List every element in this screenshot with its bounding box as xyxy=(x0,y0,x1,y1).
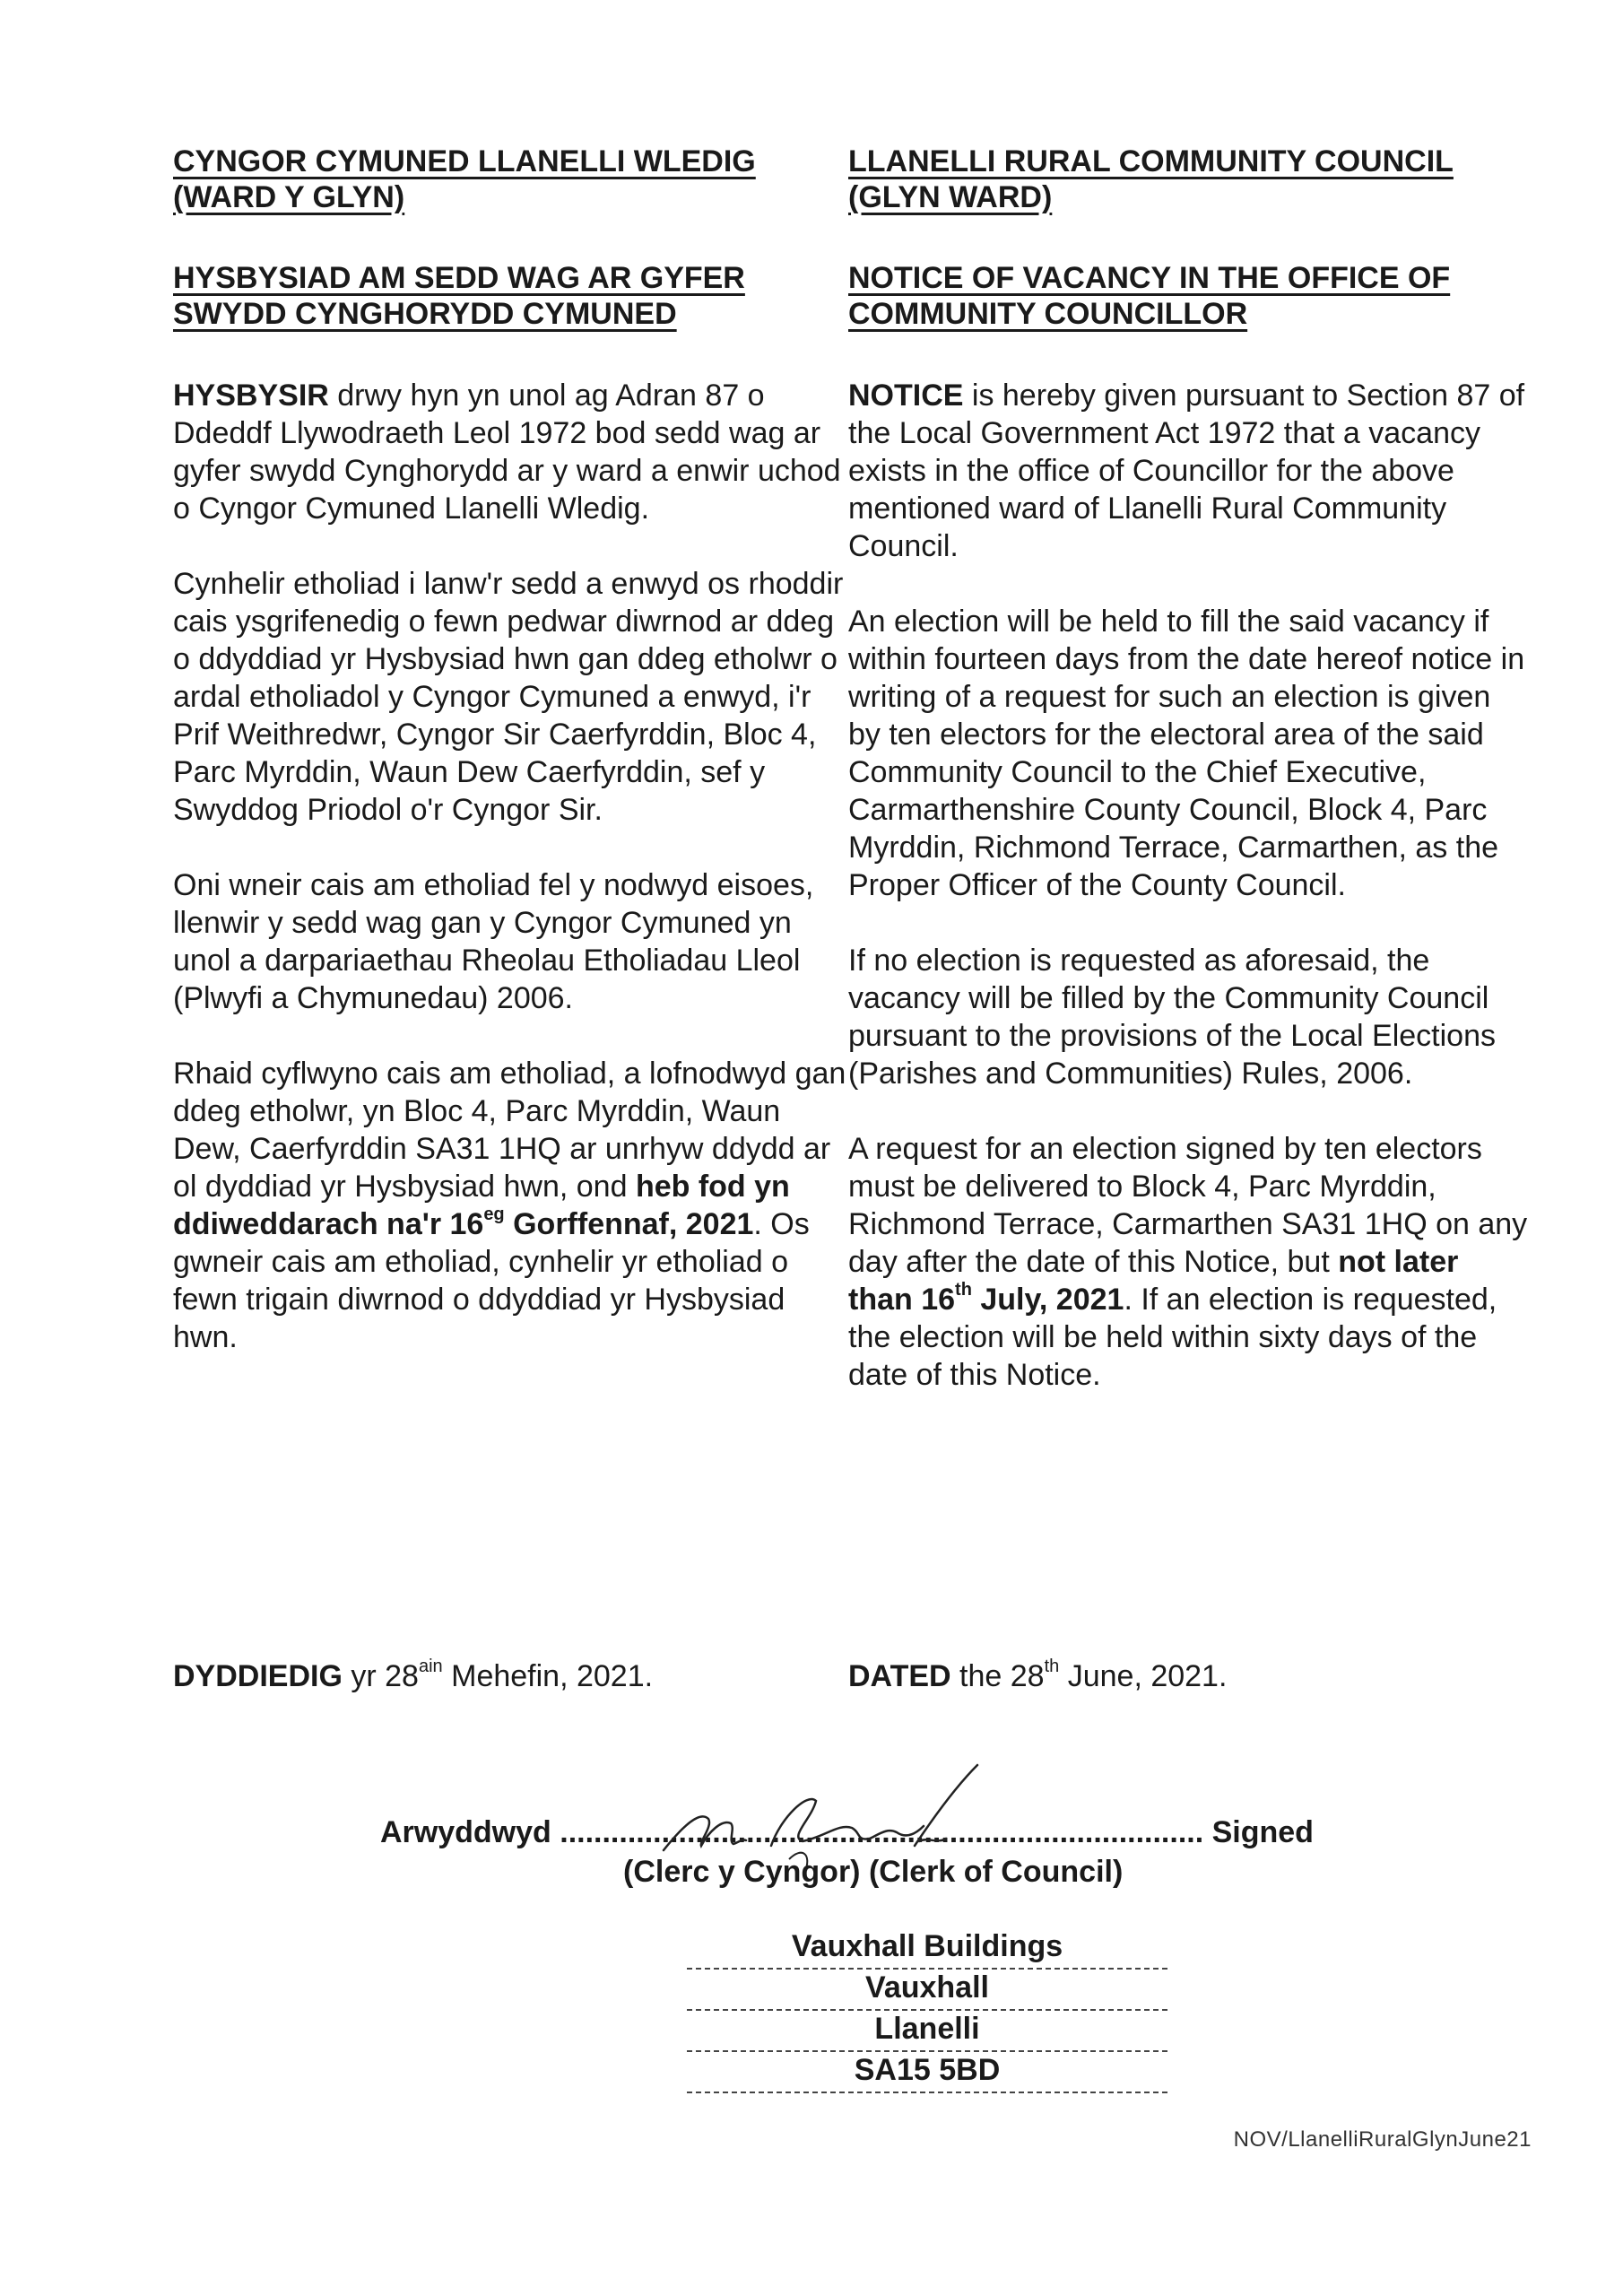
welsh-paragraph-3: Oni wneir cais am etholiad fel y nodwyd eisoes, llenwir y sedd wag gan y Cyngor Cymuned yn unol a darpariaethau Rheolau Etholiadau Lleol (Plwyfi a Chymunedau) 2006. xyxy=(173,868,814,1015)
english-council-heading: LLANELLI RURAL COMMUNITY COUNCIL (GLYN WARD) xyxy=(848,144,1454,214)
english-paragraph-4: A request for an election signed by ten electors must be delivered to Block 4, Parc Myrddin, Richmond Terrace, Carmarthen SA31 1HQ on any day after the date of this Notice, but not later than 16th July, 2021. If an election is requested, the election will be held within sixty days of the date of this Notice. xyxy=(848,1132,1528,1392)
english-column xyxy=(848,144,1530,1394)
english-paragraph-1: NOTICE is hereby given pursuant to Section 87 of the Local Government Act 1972 that a vacancy exists in the office of Councillor for the above mentioned ward of Llanelli Rural Community Council. xyxy=(848,378,1525,563)
welsh-notice-heading: HYSBYSIAD AM SEDD WAG AR GYFER SWYDD CYNGHORYDD CYMUNED xyxy=(173,261,745,331)
welsh-paragraph-4: Rhaid cyflwyno cais am etholiad, a lofnodwyd gan ddeg etholwr, yn Bloc 4, Parc Myrddin, Waun Dew, Caerfyrddin SA31 1HQ ar unrhyw ddydd ar ol dyddiad yr Hysbysiad hwn, ond heb fod yn ddiweddarach na'r $16^{eg}$ Gorffennaf, 2021. Os gwneir cais am etholiad, cynhelir yr etholiad o fewn trigain diwrnod o ddyddiad yr Hysbysiad hwn. xyxy=(173,1057,846,1354)
welsh-paragraph-1: HYSBYSIR drwy hyn yn unol ag Adran 87 o Ddeddf Llywodraeth Leol 1972 bod sedd wag ar gyfer swydd Cynghorydd ar y ward a enwir uchod o Cyngor Cymuned Llanelli Wledig. xyxy=(173,378,841,526)
document-reference: NOV/LlanelliRuralGlynJune21 xyxy=(1233,2127,1532,2152)
address-block xyxy=(687,1928,1167,2093)
english-notice-keyword: NOTICE xyxy=(848,378,964,413)
signature-line: Arwyddwyd ............................................................................ Signed xyxy=(380,1815,1314,1849)
welsh-paragraph-2: Cynhelir etholiad i lanw'r sedd a enwyd os rhoddir cais ysgrifenedig o fewn pedwar diwrnod ar ddeg o ddyddiad yr Hysbysiad hwn gan ddeg etholwr o ardal etholiadol y Cyngor Cymuned a enwyd, i'r Prif Weithredwr, Cyngor Sir Caerfyrddin, Bloc 4, Parc Myrddin, Waun Dew Caerfyrddin, sef y Swyddog Priodol o'r Cyngor Sir. xyxy=(173,567,844,827)
english-paragraph-2: An election will be held to fill the said vacancy if within fourteen days from the date hereof notice in writing of a request for such an election is given by ten electors for the electoral area of the said Community Council to the Chief Executive, Carmarthenshire County Council, Block 4, Parc Myrddin, Richmond Terrace, Carmarthen, as the Proper Officer of the County Council. xyxy=(848,604,1525,902)
welsh-council-heading: CYNGOR CYMUNED LLANELLI WLEDIG (WARD Y GLYN) xyxy=(173,144,756,214)
welsh-deadline: heb fod yn ddiweddarach na'r $16^{eg}$ Gorffennaf, 2021 xyxy=(173,1170,790,1241)
address-line: Vauxhall Buildings xyxy=(687,1928,1167,1970)
welsh-notice-keyword: HYSBYSIR xyxy=(173,378,329,413)
address-line: SA15 5BD xyxy=(687,2052,1167,2093)
english-dated-line: DATED the 28th June, 2021. xyxy=(848,1656,1228,1693)
english-notice-heading: NOTICE OF VACANCY IN THE OFFICE OF COMMUNITY COUNCILLOR xyxy=(848,261,1451,331)
welsh-column xyxy=(173,144,855,1356)
address-line: Llanelli xyxy=(687,2011,1167,2052)
address-line: Vauxhall xyxy=(687,1970,1167,2011)
welsh-dated-line: DYDDIEDIG yr $28^{ain}$ Mehefin, 2021. xyxy=(173,1656,654,1693)
english-deadline: not later than 16th July, 2021 xyxy=(848,1245,1459,1317)
signature-caption: (Clerc y Cyngor) (Clerk of Council) xyxy=(623,1855,1124,1889)
english-paragraph-3: If no election is requested as aforesaid, the vacancy will be filled by the Community Council pursuant to the provisions of the Local Elections (Parishes and Communities) Rules, 2006. xyxy=(848,944,1496,1091)
